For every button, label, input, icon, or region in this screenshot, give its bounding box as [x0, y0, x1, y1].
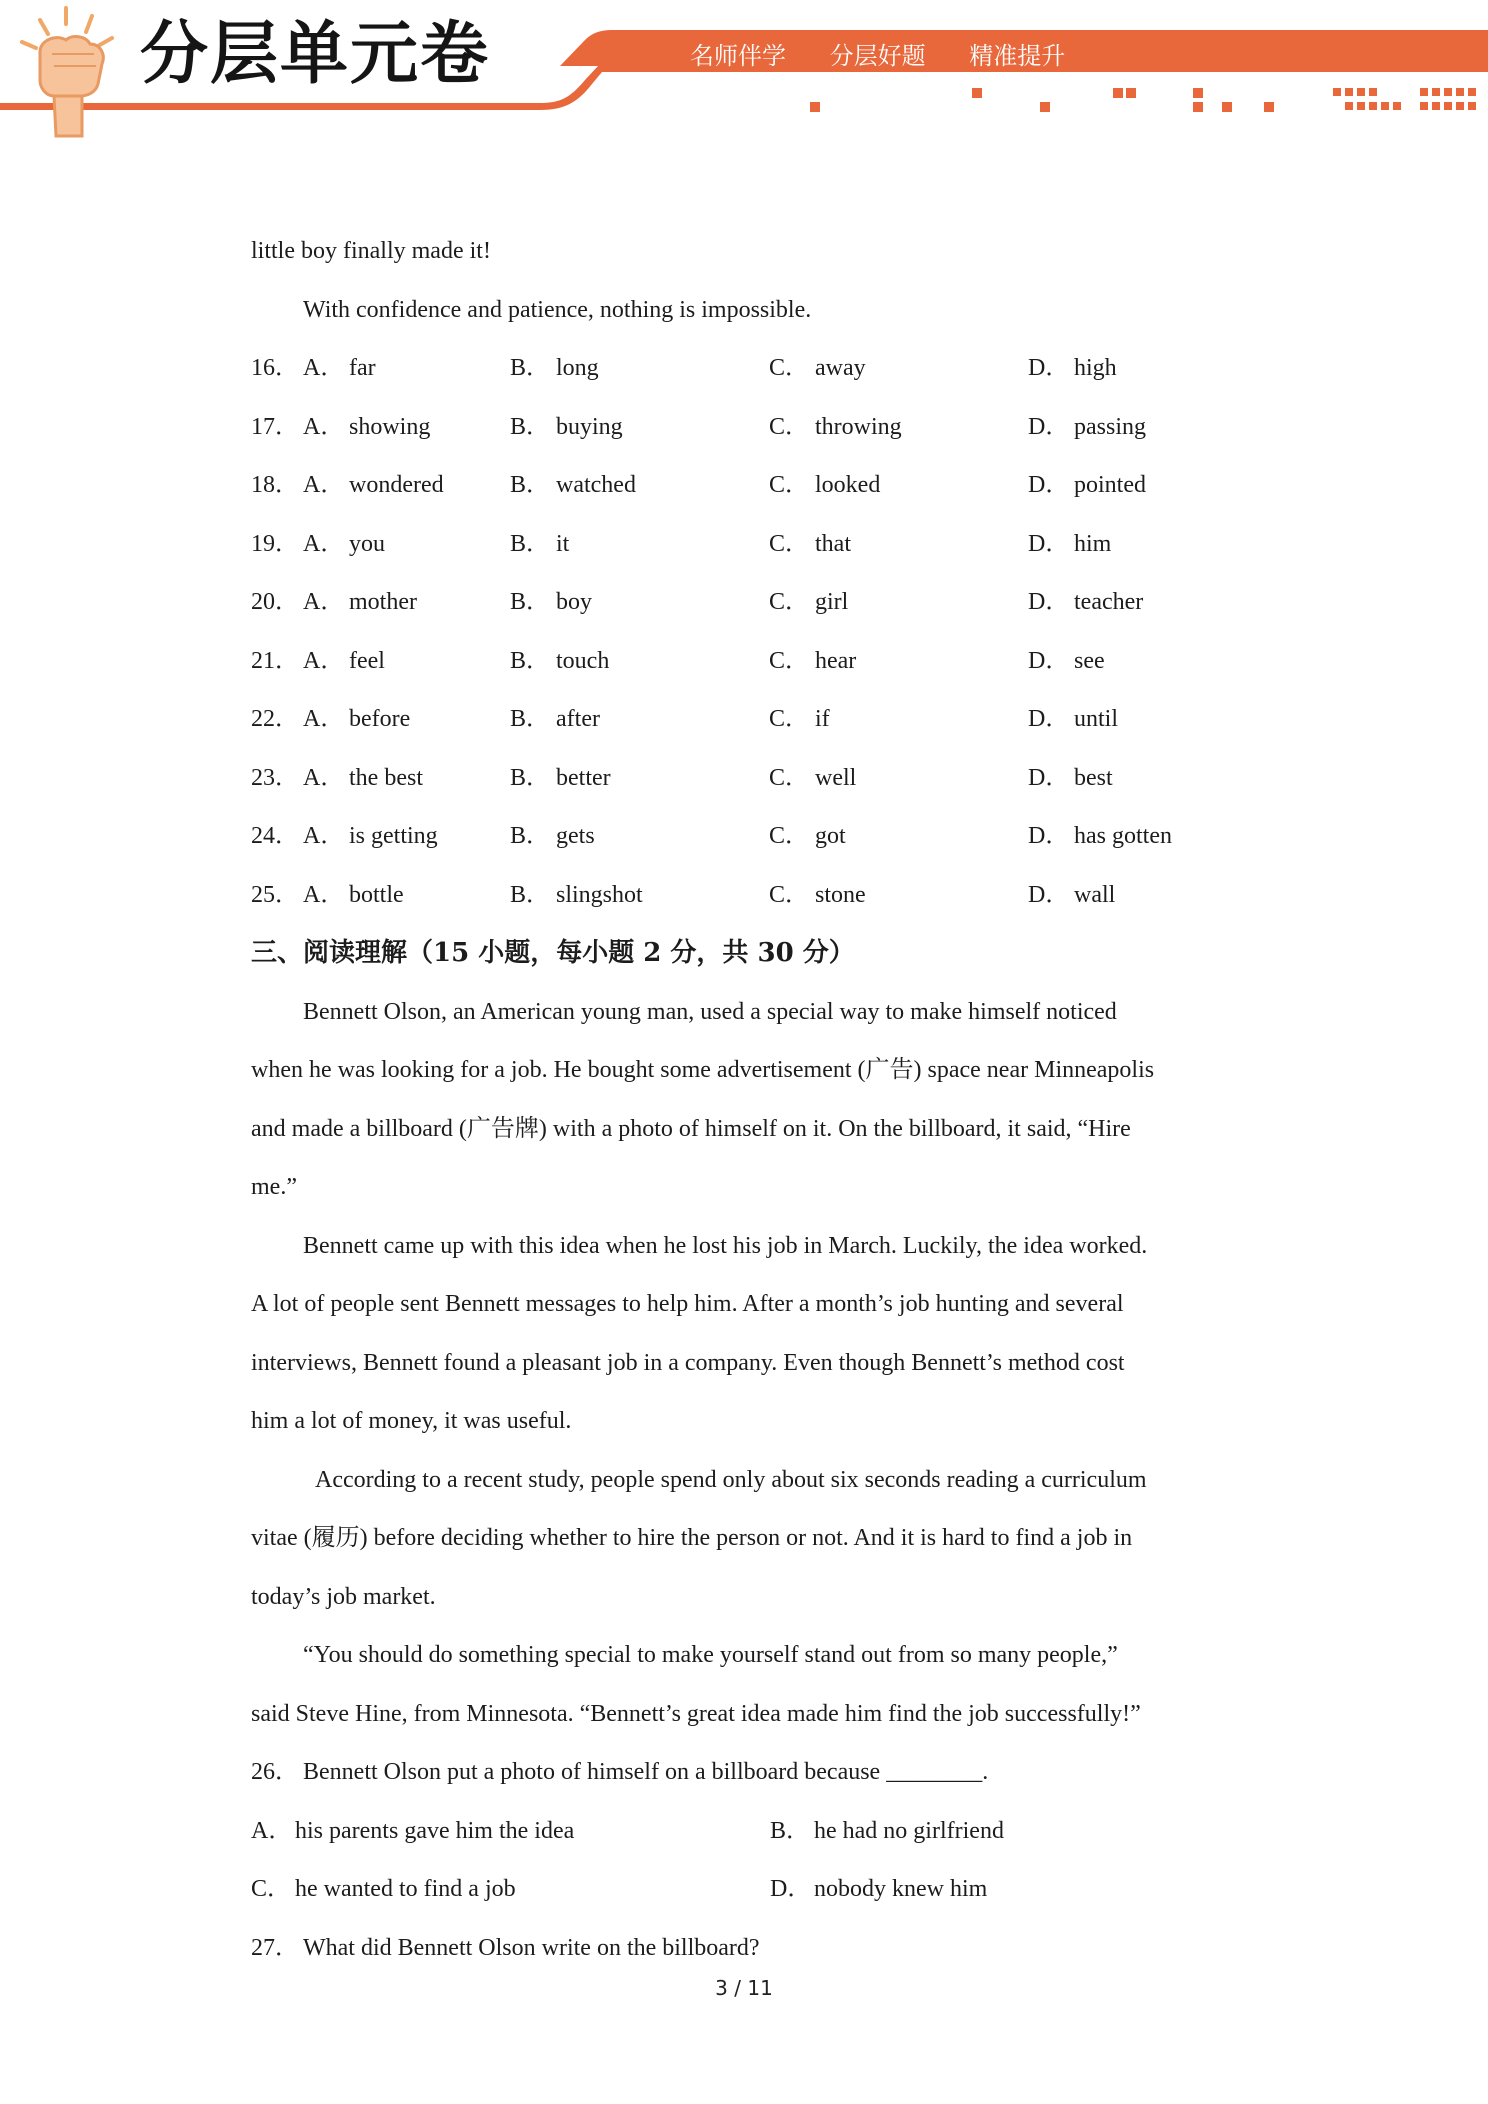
option-c	[769, 339, 1028, 398]
option-text: after	[556, 706, 600, 732]
paragraph-line: Bennett Olson, an American young man, used a special way to make himself noticed	[303, 998, 1117, 1025]
option-text: far	[349, 355, 376, 381]
option-text: before	[349, 706, 411, 732]
option-letter: C．	[769, 881, 810, 908]
option-text: touch	[556, 647, 610, 674]
option-letter: A．	[303, 355, 345, 381]
option-c	[769, 632, 1028, 691]
slogan-3: 精准提升	[969, 42, 1066, 70]
option-letter: C．	[769, 647, 810, 674]
question-number: 22．	[251, 706, 299, 732]
cloze-row	[251, 339, 1251, 398]
decorative-squares	[810, 88, 1476, 112]
brand-title: 分层单元卷	[140, 15, 491, 94]
cloze-row	[251, 749, 1251, 808]
option-text: he wanted to find a job	[295, 1876, 516, 1902]
option-a	[251, 398, 510, 457]
option-c	[769, 456, 1028, 515]
option-c	[769, 690, 1028, 749]
paragraph-line: said Steve Hine, from Minnesota. “Bennett’s great idea made him find the job successfully!”	[251, 1700, 1141, 1727]
option-letter: A．	[303, 881, 345, 908]
option-letter: A．	[303, 647, 345, 674]
question-number: 19．	[251, 530, 299, 557]
option-letter: B．	[510, 881, 551, 908]
option-letter: B．	[510, 413, 551, 440]
cloze-row	[251, 515, 1251, 574]
option-letter: B．	[510, 472, 551, 498]
paragraph-line: and made a billboard (广告牌) with a photo of himself on it. On the billboard, it said, “Hire	[251, 1115, 1131, 1142]
option-text: best	[1074, 764, 1113, 791]
option-b	[770, 1802, 1004, 1861]
raised-fist-icon	[10, 0, 130, 140]
paragraph-line: me.”	[251, 1174, 297, 1200]
option-letter: B．	[510, 823, 551, 849]
option-d	[1028, 632, 1228, 691]
question-stem: Bennett Olson put a photo of himself on a billboard because ________.	[303, 1759, 989, 1785]
option-b	[510, 866, 769, 925]
option-letter: D．	[1028, 881, 1070, 908]
option-letter: D．	[1028, 764, 1070, 791]
cloze-row	[251, 573, 1251, 632]
option-letter: D．	[1028, 413, 1070, 440]
option-a	[251, 632, 510, 691]
option-text: well	[815, 764, 857, 791]
slogan-2: 分层好题	[829, 42, 926, 70]
option-text: nobody knew him	[814, 1876, 988, 1902]
option-text: slingshot	[556, 881, 643, 908]
cloze-row	[251, 690, 1251, 749]
option-b	[510, 690, 769, 749]
option-d	[1028, 749, 1228, 808]
question-number: 27．	[251, 1934, 299, 1961]
option-text: it	[556, 530, 570, 557]
cloze-row	[251, 632, 1251, 691]
option-letter: B．	[510, 764, 551, 791]
option-letter: B．	[510, 355, 551, 381]
option-text: watched	[556, 472, 636, 498]
option-text: boy	[556, 589, 592, 615]
paragraph-line: interviews, Bennett found a pleasant job in a company. Even though Bennett’s method cost	[251, 1349, 1125, 1376]
option-b	[510, 749, 769, 808]
section-heading: 三、阅读理解（15 小题，每小题 2 分，共 30 分）	[251, 938, 855, 968]
option-a	[251, 339, 510, 398]
option-a	[251, 807, 510, 866]
option-c	[769, 398, 1028, 457]
option-c	[769, 866, 1028, 925]
option-text: buying	[556, 413, 623, 440]
question-number: 24．	[251, 823, 299, 849]
option-text: wondered	[349, 472, 444, 498]
option-text: that	[815, 530, 851, 557]
slogan-1: 名师伴学	[690, 42, 786, 70]
question-26-options	[251, 1860, 1251, 1919]
option-d	[1028, 515, 1228, 574]
option-letter: C．	[769, 472, 810, 498]
option-text: the best	[349, 764, 423, 791]
cloze-row	[251, 807, 1251, 866]
option-d	[1028, 690, 1228, 749]
option-letter: C．	[769, 413, 810, 440]
option-letter: B．	[510, 647, 551, 674]
option-letter: B．	[510, 706, 551, 732]
option-letter: B．	[510, 589, 551, 615]
option-text: away	[815, 355, 866, 381]
option-letter: A．	[303, 823, 345, 849]
option-letter: D．	[1028, 706, 1070, 732]
option-letter: A．	[303, 413, 345, 440]
option-d	[1028, 866, 1228, 925]
option-text: bottle	[349, 881, 404, 908]
option-letter: D．	[1028, 530, 1070, 557]
option-letter: A．	[303, 706, 345, 732]
option-letter: D．	[770, 1876, 812, 1902]
paragraph-line: when he was looking for a job. He bought some advertisement (广告) space near Minneapolis	[251, 1057, 1155, 1083]
page-number: 3 / 11	[715, 1976, 773, 2000]
passage-end-line: little boy finally made it!	[251, 238, 491, 264]
question-number: 17．	[251, 413, 299, 440]
option-b	[510, 632, 769, 691]
option-d	[1028, 398, 1228, 457]
option-text: gets	[556, 823, 595, 849]
paragraph-line: A lot of people sent Bennett messages to help him. After a month’s job hunting and several	[251, 1291, 1124, 1317]
question-number: 23．	[251, 764, 299, 791]
option-letter: C．	[769, 589, 810, 615]
question-stem: What did Bennett Olson write on the billboard?	[303, 1934, 760, 1961]
option-text: throwing	[815, 413, 902, 440]
option-letter: D．	[1028, 647, 1070, 674]
option-d	[1028, 339, 1228, 398]
option-c	[769, 749, 1028, 808]
question-number: 20．	[251, 589, 299, 615]
option-text: teacher	[1074, 589, 1144, 615]
option-c	[769, 573, 1028, 632]
page-header	[0, 0, 1488, 140]
question-number: 21．	[251, 647, 299, 674]
option-text: his parents gave him the idea	[295, 1817, 575, 1844]
option-b	[510, 339, 769, 398]
option-text: long	[556, 355, 599, 381]
option-text: passing	[1074, 413, 1146, 440]
option-text: stone	[815, 881, 866, 908]
document-body	[251, 222, 1251, 1977]
option-letter: C．	[769, 706, 810, 732]
option-c	[251, 1860, 770, 1919]
option-letter: A．	[303, 764, 345, 791]
option-c	[769, 515, 1028, 574]
option-c	[769, 807, 1028, 866]
option-letter: C．	[769, 764, 810, 791]
option-letter: A．	[303, 472, 345, 498]
option-text: he had no girlfriend	[814, 1817, 1004, 1844]
option-text: see	[1074, 647, 1105, 674]
reading-paragraph	[251, 983, 1251, 1217]
header-slogans	[690, 36, 1091, 71]
option-d	[1028, 573, 1228, 632]
option-text: better	[556, 764, 611, 791]
option-letter: D．	[1028, 472, 1070, 498]
cloze-row	[251, 456, 1251, 515]
option-text: girl	[815, 589, 849, 615]
option-letter: A．	[303, 530, 345, 557]
option-text: wall	[1074, 881, 1116, 908]
question-number: 18．	[251, 472, 299, 498]
paragraph-line: According to a recent study, people spend only about six seconds reading a curriculum	[315, 1466, 1147, 1493]
option-letter: A．	[251, 1817, 293, 1844]
question-number: 26．	[251, 1759, 299, 1785]
question-27	[251, 1919, 1251, 1978]
option-letter: C．	[769, 530, 810, 557]
option-b	[510, 456, 769, 515]
option-text: high	[1074, 355, 1117, 381]
question-number: 16．	[251, 355, 299, 381]
option-text: looked	[815, 472, 881, 498]
passage-end-line: With confidence and patience, nothing is impossible.	[303, 296, 812, 323]
paragraph-line: him a lot of money, it was useful.	[251, 1408, 572, 1434]
option-letter: D．	[1028, 823, 1070, 849]
reading-paragraph	[251, 1217, 1251, 1451]
option-a	[251, 573, 510, 632]
paragraph-line: today’s job market.	[251, 1583, 436, 1610]
option-text: got	[815, 823, 846, 849]
option-letter: D．	[1028, 589, 1070, 615]
option-text: him	[1074, 530, 1112, 557]
option-text: hear	[815, 647, 857, 674]
option-text: showing	[349, 413, 431, 440]
option-b	[510, 398, 769, 457]
cloze-row	[251, 398, 1251, 457]
option-a	[251, 866, 510, 925]
option-b	[510, 515, 769, 574]
option-text: pointed	[1074, 472, 1146, 498]
option-b	[510, 807, 769, 866]
option-b	[510, 573, 769, 632]
option-letter: B．	[770, 1817, 811, 1844]
question-number: 25．	[251, 881, 299, 908]
option-d	[1028, 807, 1228, 866]
option-text: feel	[349, 647, 385, 674]
option-text: has gotten	[1074, 823, 1172, 849]
option-text: if	[815, 706, 830, 732]
question-26-options	[251, 1802, 1251, 1861]
paragraph-line: vitae (履历) before deciding whether to hire the person or not. And it is hard to find a job in	[251, 1525, 1133, 1551]
option-letter: C．	[769, 355, 810, 381]
option-letter: C．	[769, 823, 810, 849]
option-text: until	[1074, 706, 1119, 732]
option-letter: D．	[1028, 355, 1070, 381]
question-26	[251, 1743, 1251, 1802]
paragraph-line: Bennett came up with this idea when he lost his job in March. Luckily, the idea worked.	[303, 1232, 1148, 1259]
option-a	[251, 749, 510, 808]
option-text: is getting	[349, 823, 438, 849]
option-letter: A．	[303, 589, 345, 615]
option-d	[770, 1860, 987, 1919]
option-text: mother	[349, 589, 417, 615]
option-letter: C．	[251, 1876, 292, 1902]
option-a	[251, 515, 510, 574]
reading-paragraph	[251, 1626, 1251, 1743]
cloze-options	[251, 339, 1251, 924]
option-text: you	[349, 530, 385, 557]
paragraph-line: “You should do something special to make yourself stand out from so many people,”	[303, 1642, 1118, 1668]
option-d	[1028, 456, 1228, 515]
option-a	[251, 690, 510, 749]
option-a	[251, 1802, 770, 1861]
option-letter: B．	[510, 530, 551, 557]
cloze-row	[251, 866, 1251, 925]
option-a	[251, 456, 510, 515]
reading-paragraph	[251, 1451, 1251, 1627]
